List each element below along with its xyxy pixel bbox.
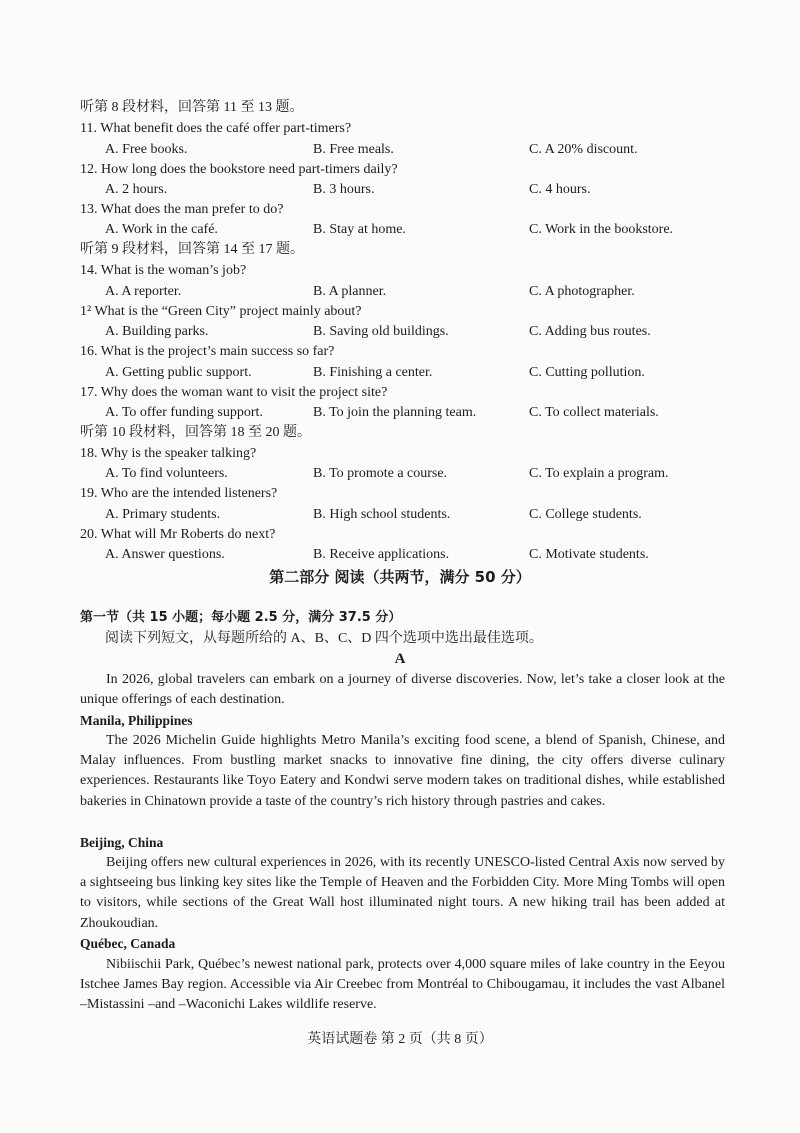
option-c: C. Adding bus routes. [529,324,651,339]
option-c: C. Cutting pollution. [529,365,645,380]
option-b: B. A planner. [313,284,387,299]
question-17-stem: 17. Why does the woman want to visit the project site? [80,385,388,400]
place-heading-manila: Manila, Philippines [80,713,193,728]
passage-letter: A [394,651,406,667]
option-a: A. Work in the café. [105,222,218,237]
paragraph-beijing-text: Beijing offers new cultural experiences in 2026, with its recently UNESCO-listed Central Axis now served by a sightseeing bus linking key sites like the Temple of Heaven and the Forbidden City. More Ming Tombs will open to visitors, while sections of the Great Wall host illuminated night tours. A new hiking trail has been added at Zhoukoudian. [80,855,725,931]
question-19-stem: 19. Who are the intended listeners? [80,486,278,501]
option-b: B. Free meals. [313,142,394,157]
part-2-title: 第二部分 阅读（共两节，满分 50 分） [269,568,531,586]
section-8-heading: 听第 8 段材料，回答第 11 至 13 题。 [80,100,304,115]
place-heading-beijing: Beijing, China [80,835,164,850]
question-19-options [105,505,725,525]
paragraph-beijing [80,853,725,934]
section-9-heading: 听第 9 段材料，回答第 14 至 17 题。 [80,242,304,257]
section-10-heading: 听第 10 段材料，回答第 18 至 20 题。 [80,425,311,440]
option-a: A. To offer funding support. [105,405,263,420]
option-b: B. 3 hours. [313,182,375,197]
passage-intro [80,670,725,710]
question-16-stem: 16. What is the project’s main success so far? [80,344,335,359]
paragraph-quebec-text: Nibiischii Park, Québec’s newest national park, protects over 4,000 square miles of lake country in the Eeyou Istchee James Bay region. Accessible via Air Creebec from Montréal to Chibougamau, it includes the vast Albanel –Mistassini –and –Waconichi Lakes wildlife reserve. [80,957,725,1013]
option-c: C. To explain a program. [529,466,669,481]
option-b: B. To join the planning team. [313,405,477,420]
option-a: A. Free books. [105,142,188,157]
paragraph-manila [80,731,725,812]
page-footer: 英语试题卷 第 2 页（共 8 页） [307,1032,493,1047]
place-heading-quebec: Québec, Canada [80,936,176,951]
question-11-options [105,140,725,160]
option-a: A. Getting public support. [105,365,252,380]
option-b: B. Stay at home. [313,222,406,237]
passage-intro-text: In 2026, global travelers can embark on a journey of diverse discoveries. Now, let’s take a closer look at the unique offerings of each destination. [80,672,725,708]
option-c: C. College students. [529,507,642,522]
option-c: C. A 20% discount. [529,142,638,157]
question-20-options [105,545,725,565]
option-c: C. 4 hours. [529,182,591,197]
option-b: B. Receive applications. [313,547,450,562]
option-c: C. Work in the bookstore. [529,222,674,237]
question-13-options [105,220,725,240]
paragraph-quebec [80,955,725,1016]
question-18-stem: 18. Why is the speaker talking? [80,446,257,461]
option-c: C. To collect materials. [529,405,659,420]
paragraph-manila-text: The 2026 Michelin Guide highlights Metro Manila’s exciting food scene, a blend of Spanish, Chinese, and Malay influences. From bustling market snacks to innovative fine dining, the city offers diverse culinary experiences. Restaurants like Toyo Eatery and Kondwi serve modern takes on traditional dishes, while established bakeries in Chinatown provide a taste of the country’s rich history through pastries and cakes. [80,733,725,809]
question-18-options [105,464,725,484]
question-20-stem: 20. What will Mr Roberts do next? [80,527,276,542]
section-1-heading: 第一节（共 15 小题；每小题 2.5 分，满分 37.5 分） [80,610,402,625]
option-a: A. Building parks. [105,324,209,339]
option-a: A. To find volunteers. [105,466,228,481]
option-c: C. A photographer. [529,284,635,299]
question-17-options [105,403,725,423]
option-a: A. A reporter. [105,284,182,299]
option-c: C. Motivate students. [529,547,649,562]
option-b: B. High school students. [313,507,451,522]
question-16-options [105,363,725,383]
question-12-stem: 12. How long does the bookstore need part-timers daily? [80,162,398,177]
option-b: B. To promote a course. [313,466,448,481]
option-a: A. Primary students. [105,507,221,522]
question-13-stem: 13. What does the man prefer to do? [80,202,284,217]
question-15-options [105,322,725,342]
question-15-stem: 1² What is the “Green City” project mainly about? [80,304,362,319]
question-14-options [105,282,725,302]
option-b: B. Finishing a center. [313,365,433,380]
question-14-stem: 14. What is the woman’s job? [80,263,247,278]
reading-instruction: 阅读下列短文，从每题所给的 A、B、C、D 四个选项中选出最佳选项。 [105,631,543,646]
option-b: B. Saving old buildings. [313,324,449,339]
option-a: A. Answer questions. [105,547,225,562]
question-11-stem: 11. What benefit does the café offer part-timers? [80,121,352,136]
question-12-options [105,180,725,200]
option-a: A. 2 hours. [105,182,168,197]
